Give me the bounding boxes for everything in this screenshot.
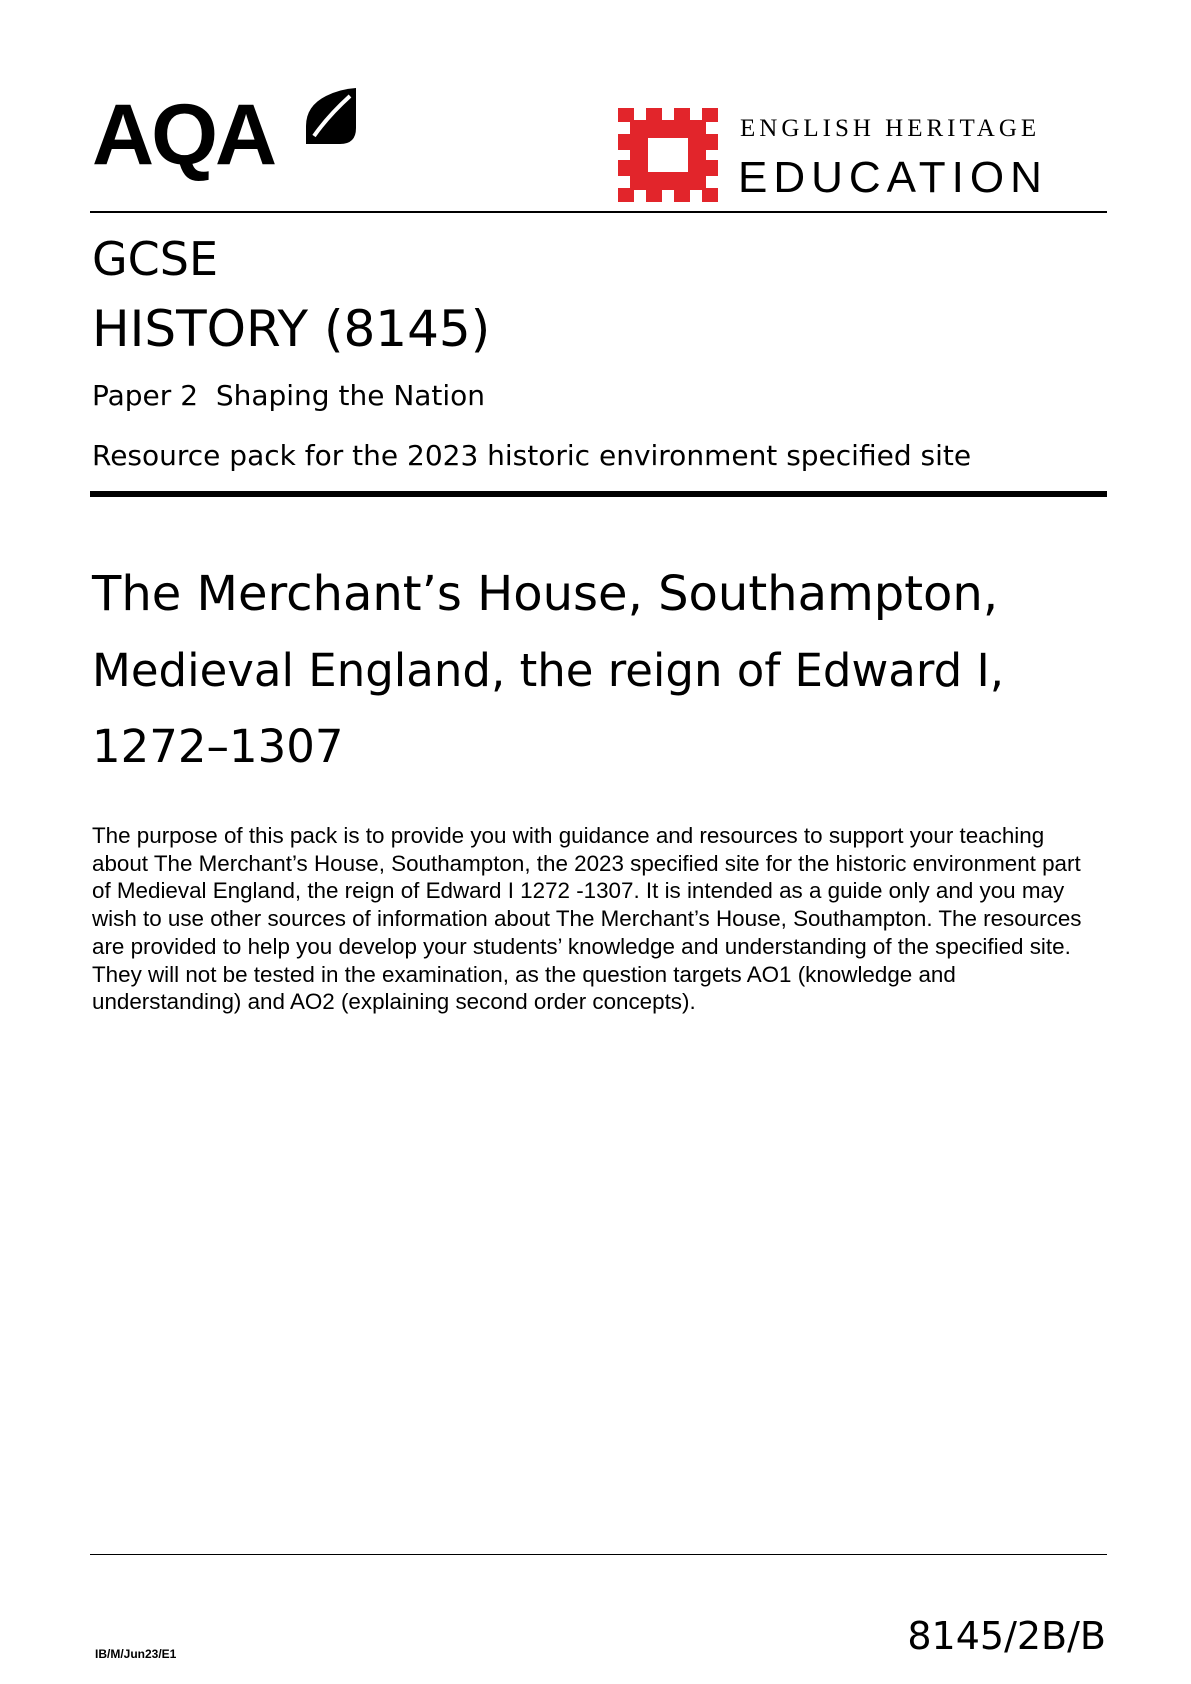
title-divider (90, 491, 1107, 497)
education-text: EDUCATION (738, 153, 1048, 202)
leaf-icon (306, 88, 356, 144)
castle-wall-icon (618, 108, 718, 202)
footer-divider (90, 1554, 1107, 1555)
aqa-logo (92, 88, 362, 188)
footer-reference: IB/M/Jun23/E1 (95, 1647, 177, 1661)
site-subtitle: Medieval England, the reign of Edward I, (92, 644, 1005, 697)
site-dates: 1272–1307 (92, 720, 344, 773)
qualification-title: GCSE (92, 232, 219, 286)
site-name: The Merchant’s House, Southampton, (92, 566, 999, 622)
subject-title: HISTORY (8145) (92, 300, 491, 358)
paper-title: Paper 2 Shaping the Nation (92, 379, 486, 412)
english-heritage-text: ENGLISH HERITAGE (740, 115, 1041, 142)
english-heritage-education-logo (618, 106, 1098, 206)
intro-paragraph: The purpose of this pack is to provide you with guidance and resources to support your teaching about The Merchant’s House, Southampton, the 2023 specified site for the historic environment part of Medieval England, the reign of Edward I 1272 -1307. It is intended as a guide only and you may wish to use other sources of information about The Merchant’s House, Southampton. The resources are provided to help you develop your students’ knowledge and understanding of the specified site. They will not be tested in the examination, as the question targets AO1 (knowledge and understanding) and AO2 (explaining second order concepts). (92, 823, 1082, 1015)
aqa-logo-text: AQA (92, 87, 275, 183)
paper-code: 8145/2B/B (907, 1614, 1106, 1658)
header-divider (90, 211, 1107, 213)
resource-title: Resource pack for the 2023 historic environment specified site (92, 439, 972, 472)
